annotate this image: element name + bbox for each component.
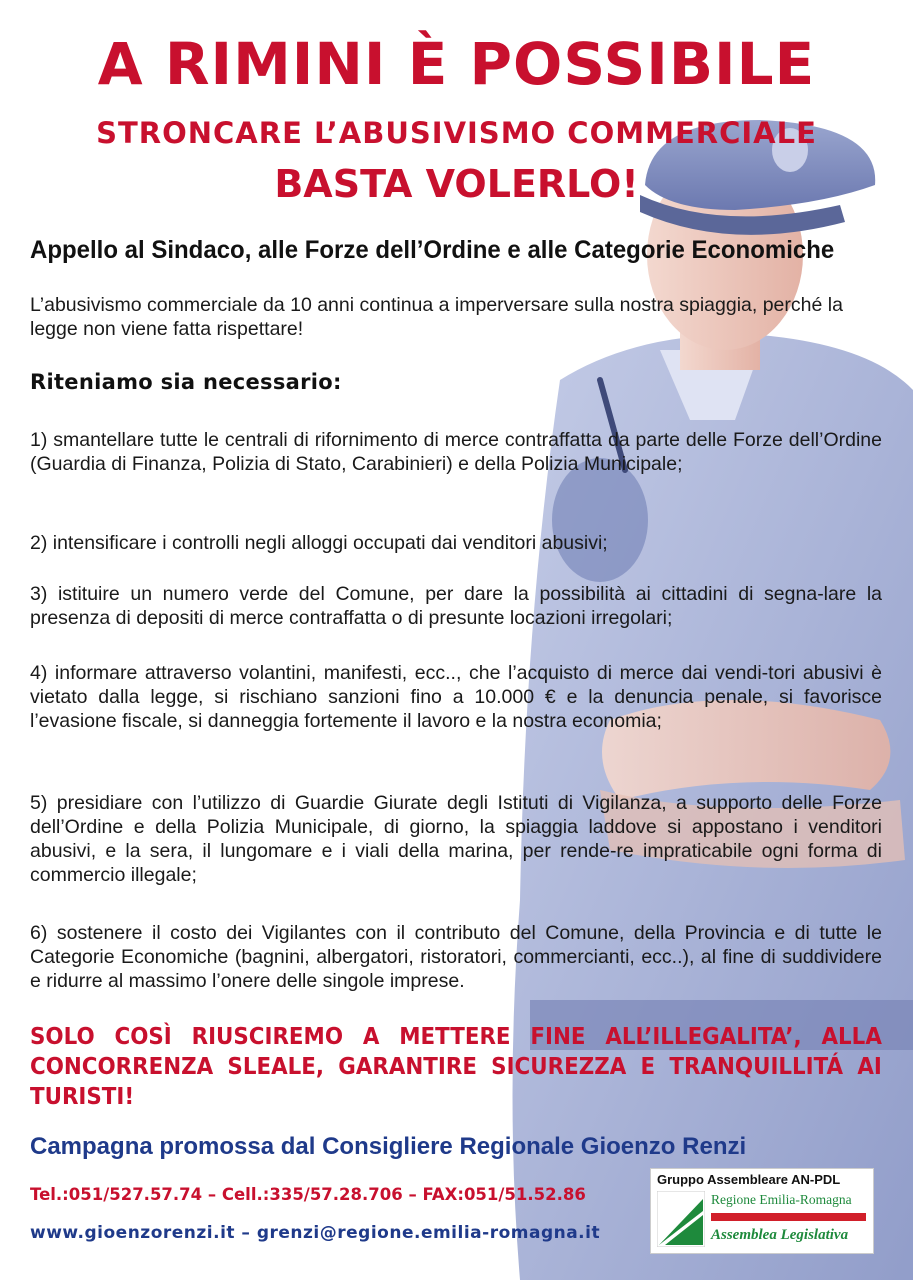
appeal-heading: Appello al Sindaco, alle Forze dell’Ordine e alle Categorie Economiche	[30, 236, 835, 264]
emilia-romagna-flag-icon	[657, 1191, 705, 1247]
logo-group-name: Gruppo Assembleare AN-PDL	[657, 1172, 841, 1187]
campaign-line: Campagna promossa dal Consigliere Regionale Gioenzo Renzi	[30, 1133, 747, 1160]
list-item: 6) sostenere il costo dei Vigilantes con il contributo del Comune, della Provincia e di tutte le Categorie Economiche (bagnini, albergatori, ristoratori, commercianti, ecc..), al fine di suddividere e ridurre al massimo l’onere delle singole imprese.	[30, 922, 882, 992]
list-item: 4) informare attraverso volantini, manifesti, ecc.., che l’acquisto di merce dai vendi-tori abusivi è vietato dalla legge, si rischiano sanzioni fino a 10.000 € e la denuncia penale, si favorisce l’evasione fiscale, si danneggia fortemente il lavoro e la nostra economia;	[30, 662, 882, 732]
logo-assembly-name: Assemblea Legislativa	[711, 1227, 849, 1243]
poster-subtitle: STRONCARE L’ABUSIVISMO COMMERCIALE	[96, 116, 817, 150]
list-item: 2) intensificare i controlli negli alloggi occupati dai venditori abusivi;	[30, 532, 608, 554]
poster-title: A RIMINI È POSSIBILE	[97, 30, 816, 98]
contact-numbers: Tel.:051/527.57.74 – Cell.:335/57.28.706 – FAX:051/51.52.86	[30, 1185, 586, 1204]
intro-paragraph: L’abusivismo commerciale da 10 anni continua a imperversare sulla nostra spiaggia, perché la legge non viene fatta rispettare!	[30, 294, 843, 340]
logo-red-rule	[711, 1213, 866, 1221]
section-heading: Riteniamo sia necessario:	[30, 370, 342, 394]
list-item: 5) presidiare con l’utilizzo di Guardie Giurate degli Istituti di Vigilanza, a supporto delle Forze dell’Ordine e della Polizia Municipale, di giorno, la spiaggia laddove si appostano i venditori abusivi, e la sera, il lungomare e i viali della marina, per rende-re impraticabile ogni forma di commercio illegale;	[30, 792, 882, 886]
logo-region-name: Regione Emilia-Romagna	[711, 1192, 852, 1207]
assembly-logo	[650, 1168, 874, 1254]
list-item: 3) istituire un numero verde del Comune, per dare la possibilità ai cittadini di segna-lare la presenza di depositi di merce contraffatta o di presunte locazioni irregolari;	[30, 583, 882, 629]
list-item: 1) smantellare tutte le centrali di rifornimento di merce contraffatta da parte delle Forze dell’Ordine (Guardia di Finanza, Polizia di Stato, Carabinieri) e della Polizia Municipale;	[30, 429, 882, 475]
poster-slogan: BASTA VOLERLO!	[274, 162, 639, 206]
website-email-link[interactable]: www.gioenzorenzi.it – grenzi@regione.emilia-romagna.it	[30, 1223, 601, 1243]
call-to-action: SOLO COSÌ RIUSCIREMO A METTERE FINE ALL’ILLEGALITA’, ALLA CONCORRENZA SLEALE, GARANTIRE SICUREZZA E TRANQUILLITÁ AI TURISTI!	[30, 1024, 882, 1110]
